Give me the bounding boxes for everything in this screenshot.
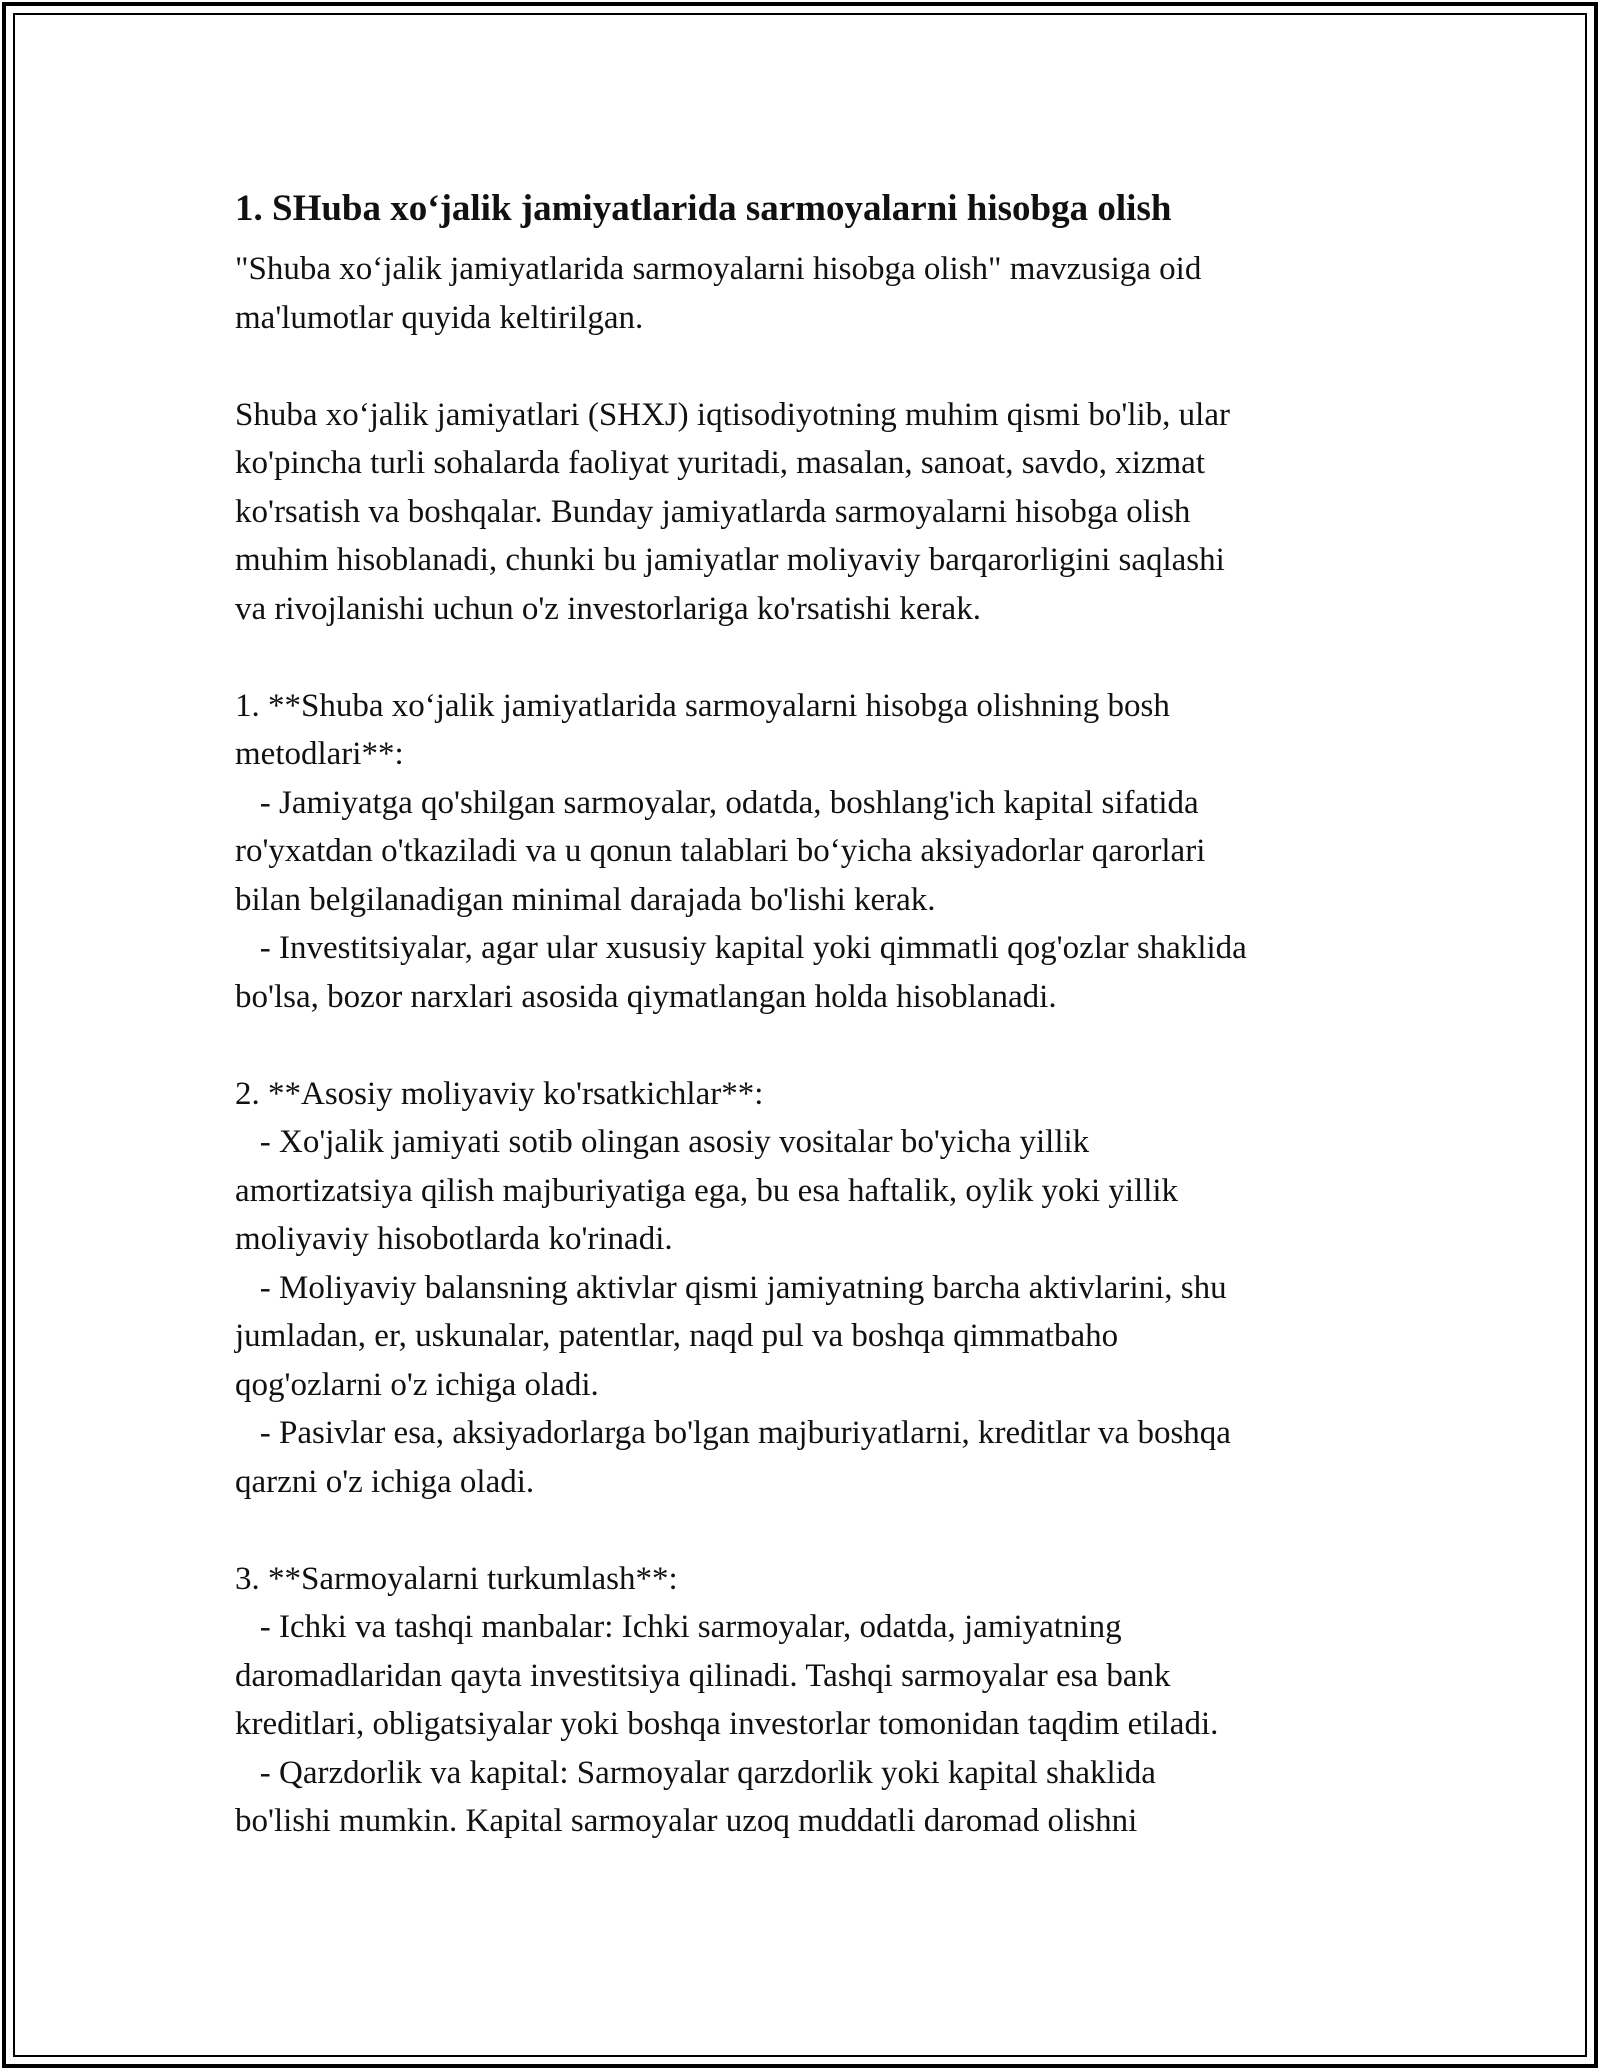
- document-text: [235, 245, 1375, 1846]
- text-line: qog'ozlarni o'z ichiga oladi.: [235, 1366, 599, 1403]
- list-item-line: - Xo'jalik jamiyati sotib olingan asosiy vositalar bo'yicha yillik: [235, 1124, 1090, 1160]
- text-line: ma'lumotlar quyida keltirilgan.: [235, 299, 644, 336]
- section-1: [235, 682, 1375, 1022]
- paragraph-intro: [235, 245, 1375, 342]
- paragraph-overview: [235, 391, 1375, 634]
- text-line: "Shuba xo‘jalik jamiyatlarida sarmoyalarni hisobga olish" mavzusiga oid: [235, 251, 1202, 287]
- text-line: ko'pincha turli sohalarda faoliyat yuritadi, masalan, sanoat, savdo, xizmat: [235, 445, 1205, 481]
- section-heading: 2. **Asosiy moliyaviy ko'rsatkichlar**:: [235, 1075, 764, 1112]
- text-line: daromadlaridan qayta investitsiya qilinadi. Tashqi sarmoyalar esa bank: [235, 1657, 1171, 1694]
- text-line: Shuba xo‘jalik jamiyatlari (SHXJ) iqtisodiyotning muhim qismi bo'lib, ular: [235, 396, 1230, 433]
- text-line: amortizatsiya qilish majburiyatiga ega, bu esa haftalik, oylik yoki yillik: [235, 1172, 1179, 1209]
- text-line: jumladan, er, uskunalar, patentlar, naqd pul va boshqa qimmatbaho: [235, 1318, 1119, 1354]
- list-item-line: - Moliyaviy balansning aktivlar qismi jamiyatning barcha aktivlarini, shu: [235, 1269, 1227, 1306]
- text-line: bo'lsa, bozor narxlari asosida qiymatlangan holda hisoblanadi.: [235, 978, 1057, 1015]
- section-heading: 1. **Shuba xo‘jalik jamiyatlarida sarmoyalarni hisobga olishning bosh: [235, 687, 1170, 724]
- text-line: muhim hisoblanadi, chunki bu jamiyatlar moliyaviy barqarorligini saqlashi: [235, 542, 1225, 578]
- text-line: moliyaviy hisobotlarda ko'rinadi.: [235, 1221, 673, 1257]
- section-heading: 3. **Sarmoyalarni turkumlash**:: [235, 1560, 678, 1597]
- text-line: qarzni o'z ichiga oladi.: [235, 1463, 535, 1500]
- list-item-line: - Pasivlar esa, aksiyadorlarga bo'lgan majburiyatlarni, kreditlar va boshqa: [235, 1415, 1231, 1451]
- section-3: [235, 1555, 1375, 1846]
- text-line: ro'yxatdan o'tkaziladi va u qonun talablari bo‘yicha aksiyadorlar qarorlari: [235, 833, 1206, 869]
- list-item-line: - Jamiyatga qo'shilgan sarmoyalar, odatda, boshlang'ich kapital sifatida: [235, 784, 1199, 821]
- text-line: va rivojlanishi uchun o'z investorlariga ko'rsatishi kerak.: [235, 590, 981, 627]
- list-item-line: - Ichki va tashqi manbalar: Ichki sarmoyalar, odatda, jamiyatning: [235, 1609, 1122, 1645]
- list-item-line: - Investitsiyalar, agar ular xususiy kapital yoki qimmatli qog'ozlar shaklida: [235, 930, 1247, 966]
- document-body: [235, 183, 1375, 1846]
- section-heading: metodlari**:: [235, 736, 404, 772]
- section-2: [235, 1070, 1375, 1507]
- text-line: bilan belgilanadigan minimal darajada bo'lishi kerak.: [235, 881, 936, 918]
- text-line: bo'lishi mumkin. Kapital sarmoyalar uzoq muddatli daromad olishni: [235, 1803, 1138, 1839]
- document-title: 1. SHuba xo‘jalik jamiyatlarida sarmoyalarni hisobga olish: [235, 188, 1172, 229]
- text-line: kreditlari, obligatsiyalar yoki boshqa investorlar tomonidan taqdim etiladi.: [235, 1706, 1219, 1742]
- text-line: ko'rsatish va boshqalar. Bunday jamiyatlarda sarmoyalarni hisobga olish: [235, 493, 1191, 530]
- list-item-line: - Qarzdorlik va kapital: Sarmoyalar qarzdorlik yoki kapital shaklida: [235, 1754, 1156, 1791]
